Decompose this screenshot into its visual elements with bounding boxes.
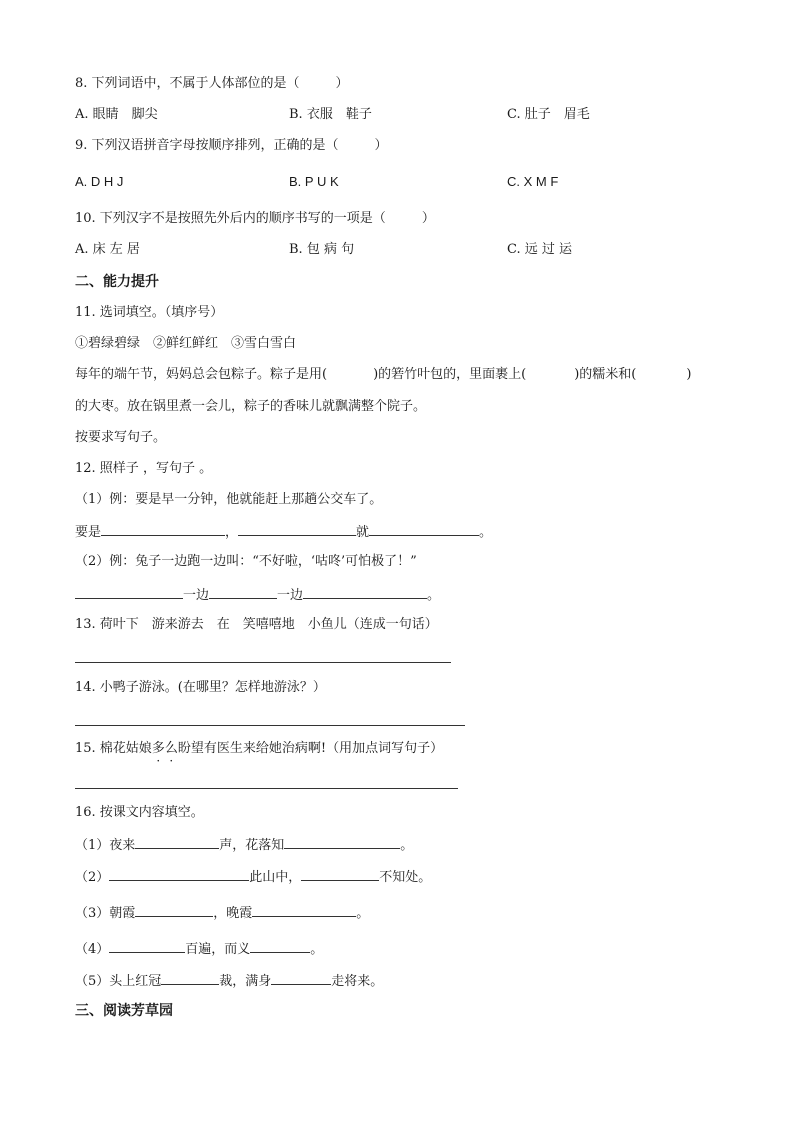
q15-dotted-char-1: 多 bbox=[151, 741, 165, 756]
q16-item-4: （4） 百遍，而义 。 bbox=[75, 939, 323, 959]
q16-blank-2a[interactable] bbox=[109, 867, 249, 881]
q16-blank-2b[interactable] bbox=[301, 867, 379, 881]
q11-paragraph-line1: 每年的端午节，妈妈总会包粽子。粽子是用( )的箬竹叶包的，里面裹上( )的糯米和( ) bbox=[75, 367, 692, 382]
q16-blank-5a[interactable] bbox=[161, 971, 219, 985]
q16-item-3: （3）朝霞 ，晚霞 。 bbox=[75, 903, 369, 923]
q8-option-b: B. 衣服 鞋子 bbox=[289, 107, 372, 122]
q9-option-a: A. D H J bbox=[75, 174, 124, 189]
q16-blank-4a[interactable] bbox=[109, 939, 185, 953]
q9-stem: 9. 下列汉语拼音字母按顺序排列，正确的是（ ） bbox=[75, 138, 388, 153]
q12-blank-1b[interactable] bbox=[238, 522, 356, 536]
q8-option-c: C. 肚子 眉毛 bbox=[507, 107, 590, 122]
q11-choices: ①碧绿碧绿 ②鲜红鲜红 ③雪白雪白 bbox=[75, 336, 297, 351]
q9-option-b: B. P U K bbox=[289, 174, 339, 189]
q16-blank-1a[interactable] bbox=[135, 835, 219, 849]
q13-stem: 13. 荷叶下 游来游去 在 笑嘻嘻地 小鱼儿（连成一句话） bbox=[75, 617, 438, 632]
q12-blank-2b[interactable] bbox=[209, 585, 277, 599]
q9-option-c: C. X M F bbox=[507, 174, 559, 189]
q16-blank-3a[interactable] bbox=[135, 903, 213, 917]
q15-answer-line[interactable] bbox=[75, 788, 458, 789]
q15-stem: 15. 棉花姑娘多么盼望有医生来给她治病啊!（用加点词写句子） bbox=[75, 741, 444, 756]
q16-blank-4b[interactable] bbox=[250, 939, 310, 953]
q16-blank-3b[interactable] bbox=[252, 903, 356, 917]
q12-example-1: （1）例：要是早一分钟，他就能赶上那趟公交车了。 bbox=[75, 492, 383, 507]
q11-instruction: 按要求写句子。 bbox=[75, 430, 167, 445]
q16-item-5: （5）头上红冠 裁，满身 走将来。 bbox=[75, 971, 383, 991]
q14-stem: 14. 小鸭子游泳。(在哪里？怎样地游泳？） bbox=[75, 680, 326, 695]
q10-option-a: A. 床 左 居 bbox=[75, 242, 140, 257]
q12-stem: 12. 照样子 ，写句子 。 bbox=[75, 461, 213, 476]
q12-blank-1c[interactable] bbox=[369, 522, 479, 536]
q8-stem: 8. 下列词语中，不属于人体部位的是（ ） bbox=[75, 76, 349, 91]
section-2-heading: 二、能力提升 bbox=[75, 274, 159, 290]
q8-option-a: A. 眼睛 脚尖 bbox=[75, 107, 158, 122]
q16-stem: 16. 按课文内容填空。 bbox=[75, 805, 204, 820]
q10-stem: 10. 下列汉字不是按照先外后内的顺序书写的一项是（ ） bbox=[75, 211, 435, 226]
q16-item-2: （2） 此山中， 不知处。 bbox=[75, 867, 431, 887]
q12-blank-2c[interactable] bbox=[303, 585, 427, 599]
q16-blank-5b[interactable] bbox=[271, 971, 331, 985]
q10-option-b: B. 包 病 句 bbox=[289, 242, 355, 257]
q12-answer-2: 一边 一边 。 bbox=[75, 585, 440, 605]
q12-answer-1: 要是 ， 就 。 bbox=[75, 522, 492, 542]
q16-blank-1b[interactable] bbox=[284, 835, 400, 849]
q14-answer-line[interactable] bbox=[75, 725, 465, 726]
q12-example-2: （2）例：兔子一边跑一边叫：“不好啦，‘咕咚’可怕极了！” bbox=[75, 554, 417, 569]
q13-answer-line[interactable] bbox=[75, 662, 451, 663]
q11-paragraph-line2: 的大枣。放在锅里煮一会儿，粽子的香味儿就飘满整个院子。 bbox=[75, 399, 427, 414]
q16-item-1: （1）夜来 声，花落知 。 bbox=[75, 835, 413, 855]
q10-option-c: C. 远 过 运 bbox=[507, 242, 573, 257]
q12-blank-2a[interactable] bbox=[75, 585, 183, 599]
q11-stem: 11. 选词填空。（填序号） bbox=[75, 305, 224, 320]
section-3-heading: 三、阅读芳草园 bbox=[75, 1003, 173, 1019]
q15-dotted-char-2: 么 bbox=[164, 741, 178, 756]
q12-blank-1a[interactable] bbox=[101, 522, 225, 536]
